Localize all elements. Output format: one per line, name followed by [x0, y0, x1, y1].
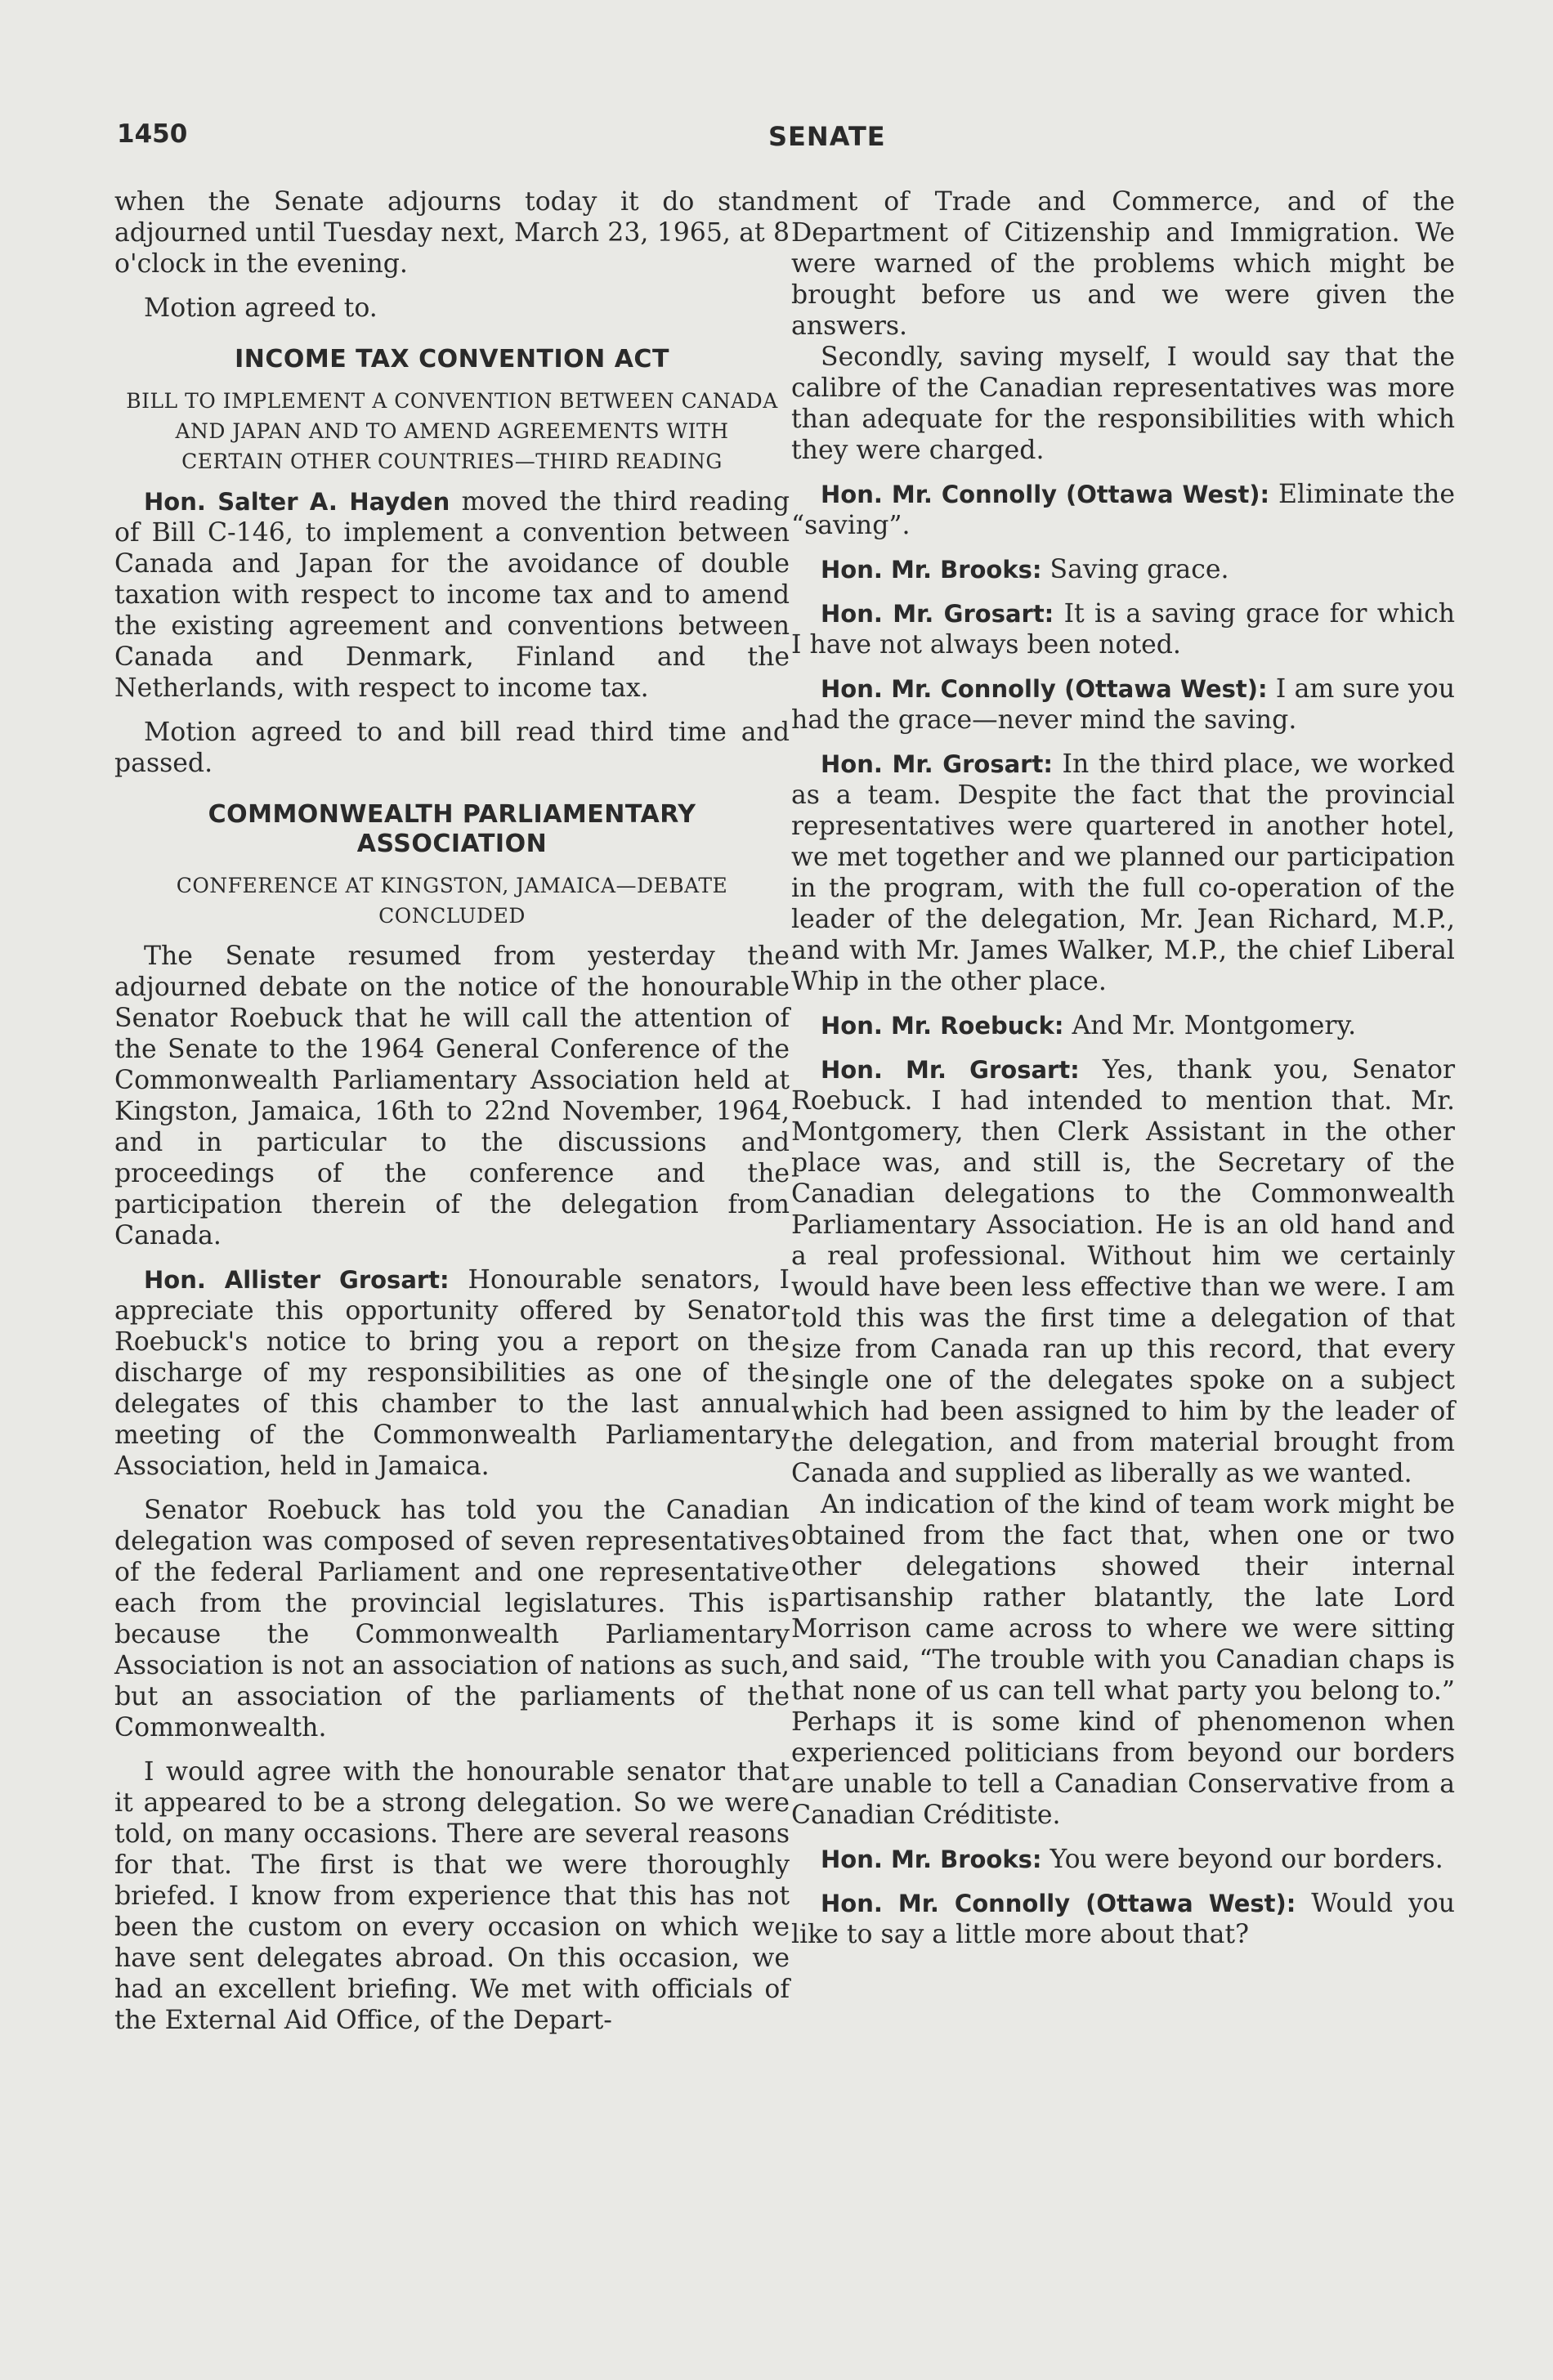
speaker-name: Hon. Mr. Brooks:: [821, 1845, 1042, 1873]
paragraph: Hon. Mr. Brooks: Saving grace.: [821, 555, 1229, 584]
paragraph: Hon. Salter A. Hayden moved the third reading of Bill C-146, to implement a convention between Canada and Japan for the avoidance of double taxation with respect to income tax and to amend the existing agreement and conventions between Canada and Denmark, Finland and the Netherlands, with respect to income tax.: [114, 487, 790, 703]
speaker-name: Hon. Mr. Connolly (Ottawa West):: [821, 675, 1268, 703]
paragraph: Hon. Mr. Connolly (Ottawa West): Eliminate the “saving”.: [791, 480, 1455, 540]
paragraph: Motion agreed to and bill read third time and passed.: [114, 718, 790, 778]
page-number: 1450: [117, 119, 188, 149]
paragraph: I would agree with the honourable senator that it appeared to be a strong delegation. So we were told, on many occasions. There are several reasons for that. The first is that we were thoroughly briefed. I know from experience that this has not been the custom on every occasion on which we have sent delegates abroad. On this occasion, we had an excellent briefing. We met with officials of the External Aid Office, of the Depart-: [114, 1757, 790, 2035]
paragraph: An indication of the kind of team work might be obtained from the fact that, when one or two other delegations showed their internal partisanship rather blatantly, the late Lord Morrison came across to where we were sitting and said, “The trouble with you Canadian chaps is that none of us can tell what party you belong to.” Perhaps it is some kind of phenomenon when experienced politicians from beyond our borders are unable to tell a Canadian Conservative from a Canadian Créditiste.: [791, 1490, 1455, 1830]
section-heading-cpa: COMMONWEALTH PARLIAMENTARY ASSOCIATION: [208, 800, 696, 858]
right-column: [791, 186, 1455, 1950]
speaker-name: Hon. Salter A. Hayden: [144, 488, 450, 516]
speaker-name: Hon. Mr. Grosart:: [821, 1056, 1080, 1084]
paragraph: Motion agreed to.: [144, 293, 378, 323]
paragraph: Senator Roebuck has told you the Canadian delegation was composed of seven representatives of the federal Parliament and one representative each from the provincial legislatures. This is because the Commonwealth Parliamentary Association is not an association of nations as such, but an association of the parliaments of the Commonwealth.: [114, 1496, 790, 1742]
speaker-name: Hon. Mr. Grosart:: [821, 600, 1054, 628]
paragraph: Hon. Allister Grosart: Honourable senators, I appreciate this opportunity offered by Senator Roebuck's notice to bring you a report on the discharge of my responsibilities as one of the delegates of this chamber to the last annual meeting of the Commonwealth Parliamentary Association, held in Jamaica.: [114, 1265, 790, 1481]
speaker-name: Hon. Mr. Brooks:: [821, 556, 1042, 584]
section-subheading-cpa: CONFERENCE AT KINGSTON, JAMAICA—DEBATE CONCLUDED: [176, 874, 728, 928]
speaker-name: Hon. Mr. Connolly (Ottawa West):: [821, 481, 1270, 508]
page-title: SENATE: [768, 121, 886, 152]
paragraph: when the Senate adjourns today it do stand adjourned until Tuesday next, March 23, 1965, at 8 o'clock in the evening.: [114, 187, 790, 279]
paragraph: The Senate resumed from yesterday the adjourned debate on the notice of the honourable Senator Roebuck that he will call the attention of the Senate to the 1964 General Conference of the Commonwealth Parliamentary Association held at Kingston, Jamaica, 16th to 22nd November, 1964, and in particular to the discussions and proceedings of the conference and the participation therein of the delegation from Canada.: [114, 942, 790, 1250]
speaker-name: Hon. Allister Grosart:: [144, 1266, 450, 1294]
paragraph: Hon. Mr. Connolly (Ottawa West): I am sure you had the grace—never mind the saving.: [791, 674, 1455, 735]
section-heading-income-tax: INCOME TAX CONVENTION ACT: [235, 345, 669, 374]
paragraph: Hon. Mr. Connolly (Ottawa West): Would you like to say a little more about that?: [791, 1889, 1455, 1949]
section-subheading-income-tax: BILL TO IMPLEMENT A CONVENTION BETWEEN CANADA AND JAPAN AND TO AMEND AGREEMENTS WITH CERTAIN OTHER COUNTRIES—THIRD READING: [126, 389, 778, 473]
left-column: [114, 186, 790, 2036]
paragraph: Hon. Mr. Grosart: Yes, thank you, Senator Roebuck. I had intended to mention that. Mr. Montgomery, then Clerk Assistant in the other place was, and still is, the Secretary of the Canadian delegations to the Commonwealth Parliamentary Association. He is an old hand and a real professional. Without him we certainly would have been less effective than we were. I am told this was the first time a delegation of that size from Canada ran up this record, that every single one of the delegates spoke on a subject which had been assigned to him by the leader of the delegation, and from material brought from Canada and supplied as liberally as we wanted.: [791, 1055, 1456, 1488]
speaker-name: Hon. Mr. Roebuck:: [821, 1012, 1064, 1040]
paragraph: Hon. Mr. Brooks: You were beyond our borders.: [821, 1845, 1443, 1874]
paragraph: Hon. Mr. Grosart: It is a saving grace for which I have not always been noted.: [791, 599, 1456, 660]
paragraph: Hon. Mr. Roebuck: And Mr. Montgomery.: [821, 1011, 1357, 1040]
paragraph: Secondly, saving myself, I would say that the calibre of the Canadian representatives was more than adequate for the responsibilities with which they were charged.: [791, 342, 1455, 465]
speaker-name: Hon. Mr. Grosart:: [821, 750, 1053, 778]
paragraph: Hon. Mr. Grosart: In the third place, we worked as a team. Despite the fact that the provincial representatives were quartered in another hotel, we met together and we planned our participation in the program, with the full co-operation of the leader of the delegation, Mr. Jean Richard, M.P., and with Mr. James Walker, M.P., the chief Liberal Whip in the other place.: [791, 749, 1455, 996]
paragraph: ment of Trade and Commerce, and of the Department of Citizenship and Immigration. We were warned of the problems which might be brought before us and we were given the answers.: [791, 187, 1455, 341]
speaker-name: Hon. Mr. Connolly (Ottawa West):: [821, 1890, 1296, 1917]
